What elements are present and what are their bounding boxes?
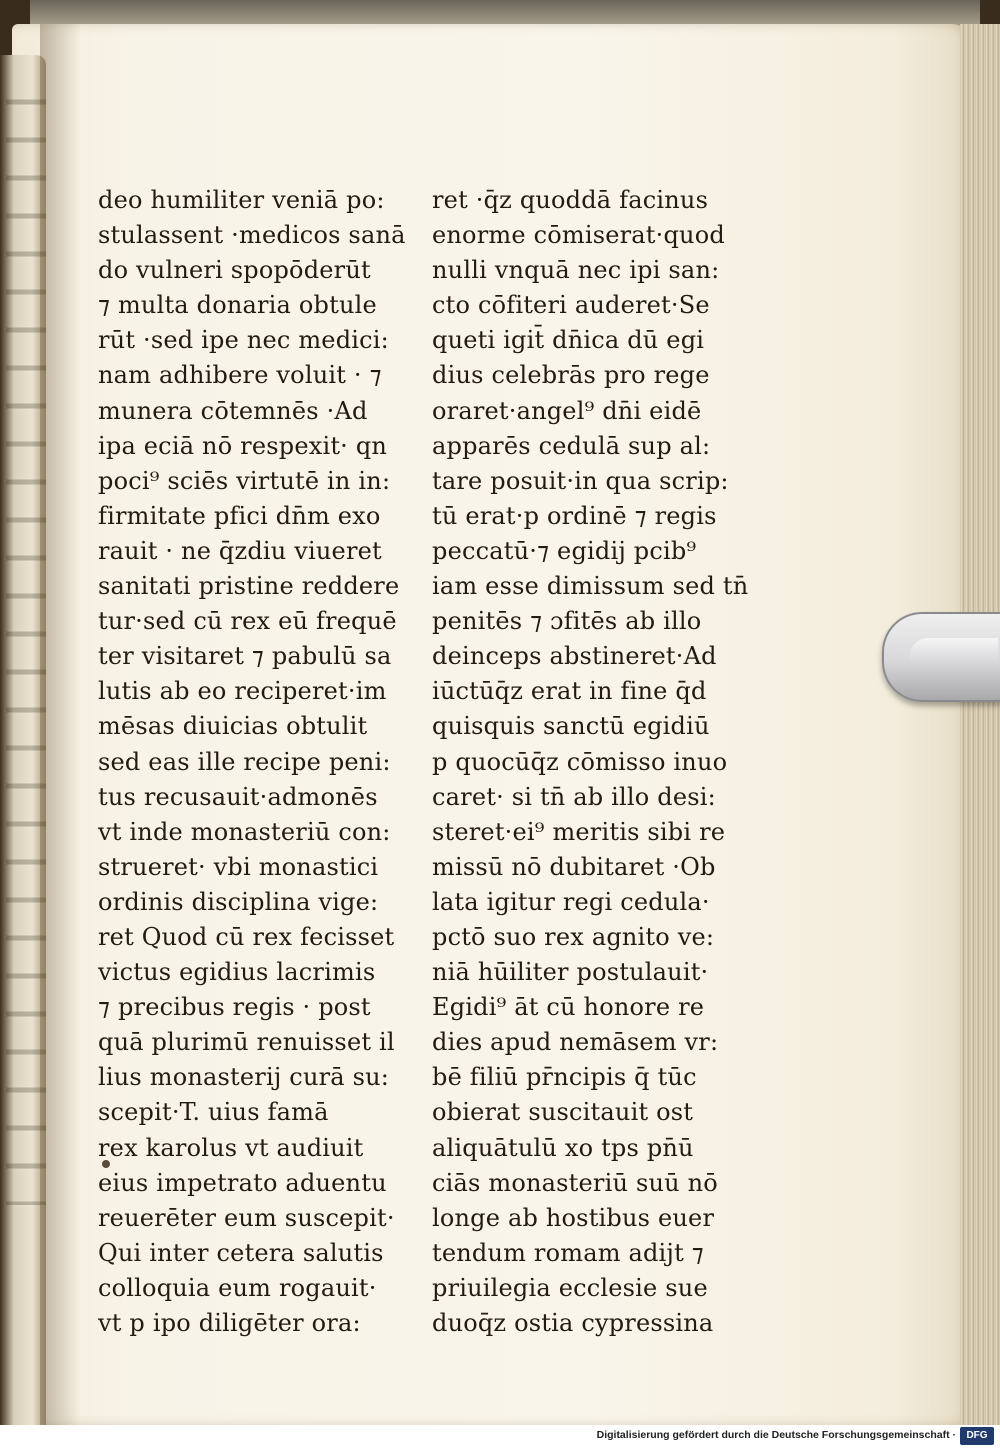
text-line: ⁊ multa donaria obtule: [98, 291, 377, 320]
text-line: quisquis sanctū egidiū: [432, 712, 710, 741]
text-line: dies apud nemāsem vr:: [432, 1028, 719, 1057]
text-line: priuilegia ecclesie sue: [432, 1273, 708, 1302]
text-line: tur·sed cū rex eū frequē: [98, 607, 397, 636]
text-line: mēsas diuicias obtulit: [98, 712, 368, 741]
text-line: enorme cōmiserat·quod: [432, 221, 725, 250]
text-line: nam adhibere voluit · ⁊: [98, 361, 382, 390]
text-line: Egidi⁹ āt cū honore re: [432, 993, 705, 1022]
text-line: lutis ab eo reciperet·im: [98, 677, 387, 706]
text-line: missū nō dubitaret ·Ob: [432, 852, 716, 881]
text-line: stulassent ·medicos sanā: [98, 221, 406, 250]
text-line: scepit·T. uius famā: [98, 1098, 329, 1127]
text-line: eius impetrato aduentu: [98, 1168, 387, 1197]
funding-credit: Digitalisierung gefördert durch die Deutsche Forschungsgemeinschaft ·: [596, 1429, 956, 1441]
text-line: Qui inter cetera salutis: [98, 1238, 384, 1267]
text-line: duoq̄z ostia cypressina: [432, 1309, 714, 1337]
dfg-logo: DFG: [960, 1427, 994, 1445]
gutter-shadow: [40, 24, 80, 1425]
page-clip: [882, 612, 1000, 702]
text-line: firmitate pfici dn̄m exo: [98, 501, 381, 530]
text-line: oraret·angel⁹ dn̄i eidē: [432, 396, 702, 425]
text-line: cto cōfiteri auderet·Se: [432, 291, 710, 320]
text-line: vt inde monasteriū con:: [98, 817, 391, 846]
text-line: ret ·q̄z quoddā facinus: [432, 186, 709, 214]
text-line: victus egidius lacrimis: [98, 958, 376, 987]
text-line: queti igit̄ dn̄ica dū egi: [432, 326, 705, 355]
text-line: peccatū·⁊ egidij pcib⁹: [432, 536, 697, 565]
text-line: vt p ipo diligēter ora:: [98, 1309, 361, 1337]
text-line: tendum romam adijt ⁊: [432, 1238, 704, 1267]
text-line: iūctūq̄z erat in fine q̄d: [432, 677, 707, 706]
text-line: apparēs cedulā sup al:: [432, 431, 711, 460]
text-line: obierat suscitauit ost: [432, 1098, 694, 1127]
text-column-left: [98, 183, 406, 1341]
text-line: iam esse dimissum sed tn̄: [432, 572, 749, 601]
text-line: ipa eciā nō respexit· qn: [98, 431, 388, 460]
text-line: nulli vnquā nec ipi san:: [432, 256, 720, 285]
text-line: deinceps abstineret·Ad: [432, 642, 717, 671]
text-line: rex karolus vt audiuit: [98, 1133, 364, 1162]
text-line: tū erat·p ordinē ⁊ regis: [432, 501, 717, 530]
text-line: lata igitur regi cedula·: [432, 887, 710, 916]
text-line: tare posuit·in qua scrip:: [432, 466, 729, 495]
text-line: rauit · ne q̄zdiu viueret: [98, 536, 382, 565]
text-line: longe ab hostibus euer: [432, 1203, 715, 1232]
text-line: ter visitaret ⁊ pabulū sa: [98, 642, 392, 671]
text-line: penitēs ⁊ ɔfitēs ab illo: [432, 607, 702, 636]
text-line: niā hūiliter postulauit·: [432, 958, 709, 987]
text-line: strueret· vbi monastici: [98, 852, 379, 881]
text-line: pctō suo rex agnito ve:: [432, 922, 715, 951]
text-line: caret· si tn̄ ab illo desi:: [432, 782, 716, 811]
digitization-footer: [0, 1425, 1000, 1448]
text-line: p quocūq̄z cōmisso inuo: [432, 747, 728, 776]
text-column-right: [432, 183, 748, 1341]
text-line: poci⁹ sciēs virtutē in in:: [98, 466, 391, 495]
text-line: colloquia eum rogauit·: [98, 1273, 377, 1302]
text-line: reuerēter eum suscepit·: [98, 1203, 395, 1232]
text-line: ciās monasteriū suū nō: [432, 1168, 718, 1197]
text-line: bē filiū pr̄ncipis q̄ tūc: [432, 1063, 697, 1092]
text-line: ⁊ precibus regis · post: [98, 993, 371, 1022]
page-fore-edge: [960, 24, 1000, 1425]
text-line: do vulneri spopōderūt: [98, 256, 371, 285]
text-line: quā plurimū renuisset il: [98, 1028, 395, 1057]
text-line: dius celebrās pro rege: [432, 361, 710, 390]
text-line: ret Quod cū rex fecisset: [98, 922, 395, 951]
text-line: steret·ei⁹ meritis sibi re: [432, 817, 726, 846]
text-line: sanitati pristine reddere: [98, 572, 400, 601]
text-line: lius monasterij curā su:: [98, 1063, 390, 1092]
text-line: aliquātulū xo tps pn̄ū: [432, 1133, 694, 1162]
text-line: rūt ·sed ipe nec medici:: [98, 326, 389, 355]
text-line: sed eas ille recipe peni:: [98, 747, 391, 776]
text-line: ordinis disciplina vige:: [98, 887, 379, 916]
text-line: deo humiliter veniā po:: [98, 186, 385, 214]
text-line: munera cōtemnēs ·Ad: [98, 396, 368, 425]
text-line: tus recusauit·admonēs: [98, 782, 378, 811]
